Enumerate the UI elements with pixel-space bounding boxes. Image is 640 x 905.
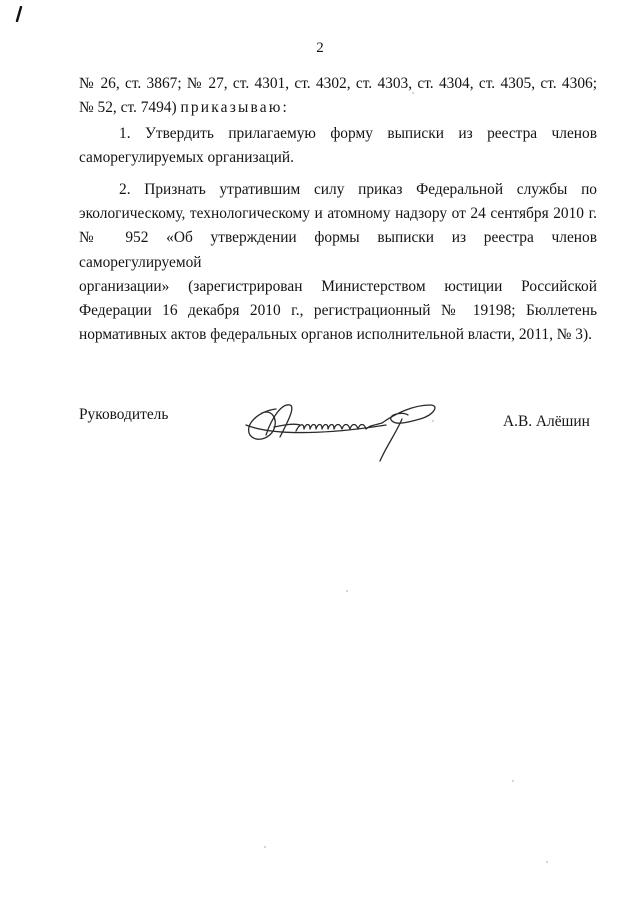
signatory-name: А.В. Алёшин [503, 413, 590, 430]
scan-speck [432, 420, 434, 422]
item-line: Федерации 16 декабря 2010 г., регистрационный № 19198; Бюллетень [79, 302, 597, 320]
preamble-line [79, 96, 597, 120]
order-item-1 [79, 122, 597, 170]
page-number: 2 [316, 40, 324, 56]
signatory-title: Руководитель [79, 406, 169, 423]
scan-speck [264, 846, 266, 848]
item-line: 1. Утвердить прилагаемую форму выписки из реестра членов [119, 125, 597, 142]
preamble-ref: № 52, ст. 7494) [79, 99, 181, 117]
item-line: № 952 «Об утверждении формы выписки из реестра членов саморегулируемой [79, 229, 597, 271]
item-line: нормативных актов федеральных органов исполнительной власти, 2011, № 3). [79, 326, 592, 344]
scan-speck [546, 861, 548, 863]
scan-speck [512, 780, 514, 782]
order-item-2 [79, 178, 597, 347]
scan-speck [346, 590, 348, 592]
order-keyword: приказываю: [180, 99, 290, 117]
item-line: саморегулируемых организаций. [79, 149, 294, 167]
item-line: 2. Признать утратившим силу приказ Федеральной службы по [119, 181, 597, 198]
item-line: организации» (зарегистрирован Министерством юстиции Российской [79, 277, 597, 295]
preamble-continuation [79, 72, 597, 120]
scan-speck [412, 92, 414, 94]
preamble-line: № 26, ст. 3867; № 27, ст. 4301, ст. 4302, ст. 4303, ст. 4304, ст. 4305, ст. 4306; [79, 75, 597, 92]
handwritten-signature [236, 395, 441, 465]
item-line: экологическому, технологическому и атомному надзору от 24 сентября 2010 г. [79, 205, 597, 223]
corner-mark [12, 6, 26, 22]
